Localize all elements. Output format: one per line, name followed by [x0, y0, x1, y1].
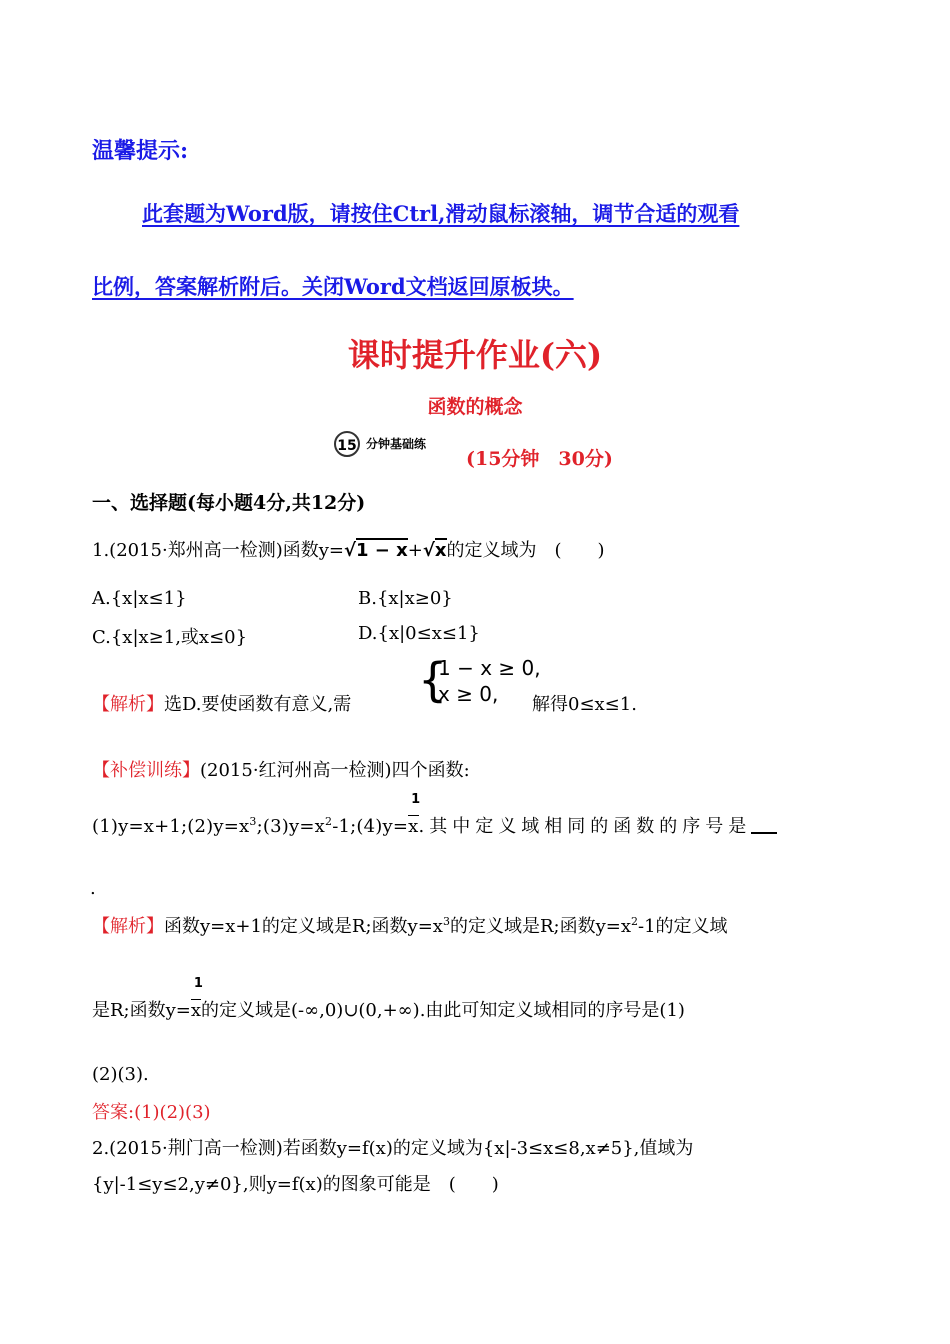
- section-heading: 一、选择题(每小题4分,共12分): [92, 492, 366, 514]
- fraction-denominator: x: [408, 816, 419, 837]
- solution-text: 选D.要使函数有意义,需: [164, 694, 352, 715]
- func-text-4: .其中定义域相同的函数的序号是: [418, 816, 752, 837]
- solution-result: 解得0≤x≤1.: [532, 694, 637, 715]
- superscript: 2: [324, 815, 333, 828]
- practice-badge: [328, 431, 456, 457]
- supplementary-text: (2015·红河州高一检测)四个函数:: [200, 760, 470, 781]
- supplementary-stem: [92, 756, 470, 782]
- trailing-dot: .: [90, 878, 96, 899]
- sol-text: 是R;函数y=: [92, 1000, 191, 1021]
- fraction-numerator: 1: [193, 976, 203, 991]
- func-text-3: -1;(4)y=: [332, 816, 409, 837]
- document-subtitle: 函数的概念: [427, 396, 523, 418]
- badge-number: 15: [334, 431, 360, 457]
- fraction-numerator: 1: [411, 792, 421, 807]
- brace-icon: {: [418, 653, 448, 707]
- q1-stem-a: 1.(2015·郑州高一检测)函数y=: [92, 540, 344, 561]
- superscript: 3: [442, 915, 450, 928]
- sqrt-1-x: √1 − x: [344, 540, 408, 561]
- option-a: A.{x|x≤1}: [92, 588, 187, 609]
- func-text-1: (1)y=x+1;(2)y=x: [92, 816, 250, 837]
- fraction-denominator: x: [190, 1000, 202, 1021]
- solution-tag: 【解析】: [92, 694, 164, 715]
- badge-label: 分钟基础练: [366, 437, 427, 451]
- answer-blank: [751, 814, 777, 834]
- answer-line: 答案:(1)(2)(3): [92, 1102, 211, 1123]
- fraction-1-over-x: [190, 976, 203, 1021]
- superscript: 3: [249, 815, 257, 828]
- sol-text: 的定义域是(-∞,0)∪(0,+∞).由此可知定义域相同的序号是(1): [201, 1000, 685, 1021]
- question-2-line-1: 2.(2015·荆门高一检测)若函数y=f(x)的定义域为{x|-3≤x≤8,x≠5},值域为: [92, 1138, 694, 1159]
- q1-solution: [92, 690, 351, 716]
- supplementary-solution-line-3: (2)(3).: [92, 1064, 149, 1085]
- sol-text: 的定义域是R;函数y=x: [449, 916, 631, 937]
- supplementary-solution-line-1: [92, 912, 728, 938]
- supplementary-tag: 【补偿训练】: [92, 760, 200, 781]
- inequality-2: x ≥ 0,: [438, 682, 499, 706]
- fraction-1-over-x: [408, 792, 421, 837]
- solution-tag: 【解析】: [92, 916, 164, 937]
- option-d: D.{x|0≤x≤1}: [358, 623, 480, 644]
- sol-text: -1的定义域: [638, 916, 728, 937]
- supplementary-solution-line-2: [92, 976, 685, 1022]
- sqrt-x: √x: [422, 540, 447, 561]
- inequality-1: 1 − x ≥ 0,: [438, 656, 541, 680]
- plus-sign: +: [407, 540, 423, 561]
- option-b: B.{x|x≥0}: [358, 588, 453, 609]
- question-1-stem: [92, 536, 605, 562]
- tip-title: 温馨提示:: [92, 138, 189, 164]
- superscript: 2: [631, 915, 638, 928]
- time-limit: (15分钟 30分): [466, 448, 613, 470]
- q1-stem-b: 的定义域为 ( ): [446, 540, 605, 561]
- sol-text: 函数y=x+1的定义域是R;函数y=x: [164, 916, 443, 937]
- tip-line-1: 此套题为Word版，请按住Ctrl,滑动鼠标滚轴，调节合适的观看: [142, 201, 740, 226]
- document-title: 课时提升作业(六): [347, 336, 603, 374]
- option-c: C.{x|x≥1,或x≤0}: [92, 627, 248, 648]
- func-text-2: ;(3)y=x: [256, 816, 325, 837]
- function-list: [92, 792, 777, 838]
- question-2-line-2: {y|-1≤y≤2,y≠0},则y=f(x)的图象可能是 ( ): [92, 1174, 499, 1195]
- tip-line-2: 比例，答案解析附后。关闭Word文档返回原板块。: [92, 274, 574, 299]
